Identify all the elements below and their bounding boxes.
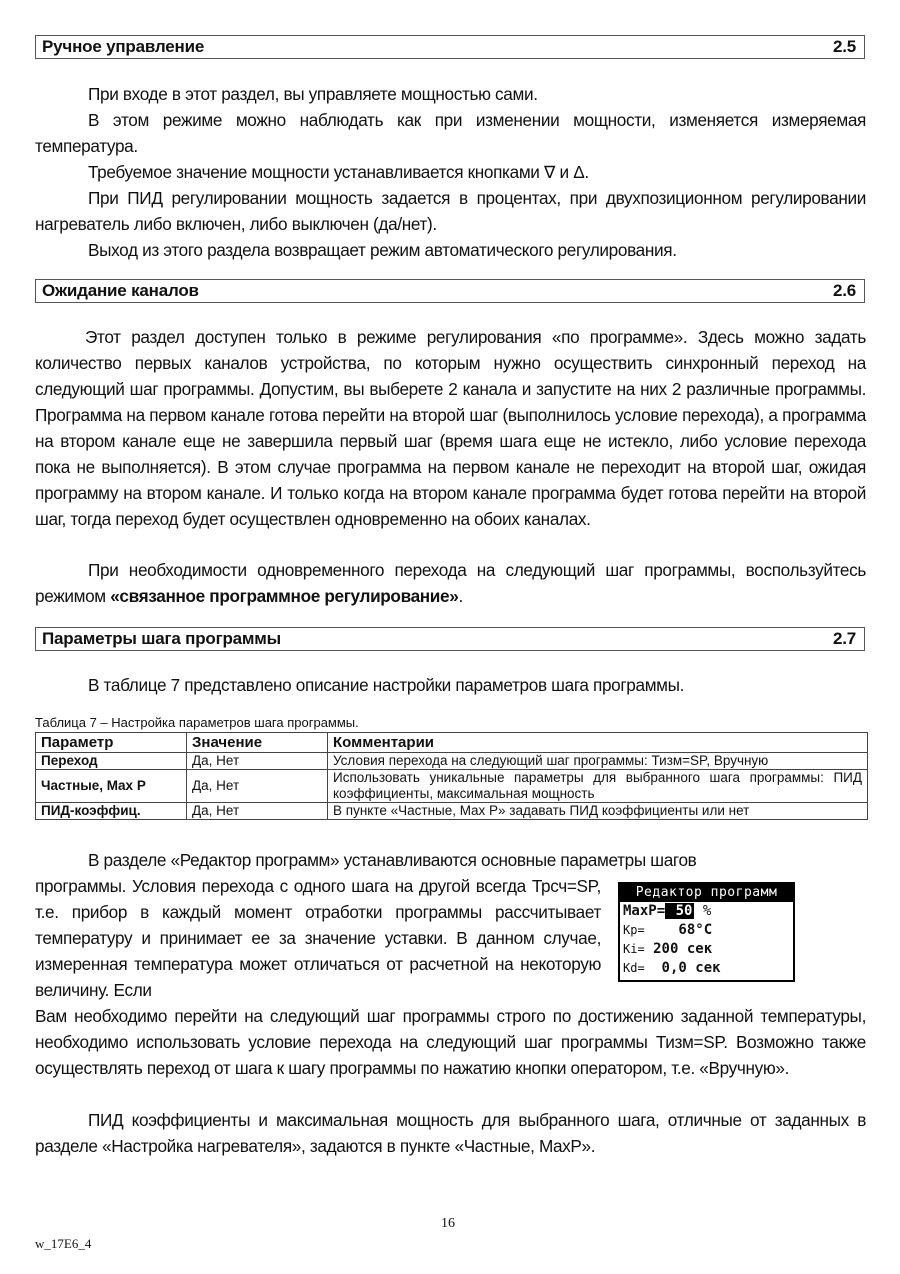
lcd-row-kp: Kp= 68°C (623, 922, 713, 938)
paragraph: Выход из этого раздела возвращает режим автоматического регулирования. (88, 240, 677, 260)
paragraph: программы. Условия перехода с одного шага на другой всегда Трсч=SP, т.е. прибор в каждый момент отработки программы рассчитывает температуру и принимает ее за значение уставки. В данном случае, измеренная температура может отличаться от расчетной на некоторую величину. Если (35, 876, 601, 1000)
section-title: Ручное управление (42, 37, 205, 56)
paragraph: При ПИД регулировании мощность задается в процентах, при двухпозиционном регулировании нагреватель либо включен, либо выключен (да/нет). (35, 188, 866, 234)
section-header-2-6 (35, 279, 865, 303)
section-number: 2.7 (832, 629, 856, 648)
lcd-program-editor-screen (618, 882, 795, 982)
page-number: 16 (441, 1216, 455, 1231)
lcd-selected-value: 50 (667, 903, 693, 919)
lcd-row-maxp: MaxP= 50 % (623, 903, 712, 919)
section-title: Параметры шага программы (42, 629, 281, 648)
table-row: Частные, Max P Да, Нет Использовать уникальные параметры для выбранного шага программы: ПИД коэффициенты, максимальная мощность (36, 770, 868, 803)
paragraph: Требуемое значение мощности устанавливается кнопками ∇ и Δ. (88, 162, 589, 182)
lcd-row-kd: Kd= 0,0 сек (623, 960, 721, 976)
paragraph: В таблице 7 представлено описание настройки параметров шага программы. (88, 675, 685, 695)
table-row: ПИД-коэффиц. Да, Нет В пункте «Частные, Max P» задавать ПИД коэффициенты или нет (36, 803, 868, 820)
table-caption: Таблица 7 – Настройка параметров шага программы. (35, 715, 359, 730)
table-row: Переход Да, Нет Условия перехода на следующий шаг программы: Тизм=SP, Вручную (36, 753, 868, 770)
section-number: 2.6 (832, 281, 856, 300)
table-header-row: Параметр Значение Комментарии (36, 733, 868, 753)
parameters-table (35, 732, 868, 820)
lcd-row-ki: Ki= 200 сек (623, 941, 713, 957)
paragraph: Этот раздел доступен только в режиме регулирования «по программе». Здесь можно задать количество первых каналов устройства, по которым нужно осуществить синхронный переход на следующий шаг программы. Допустим, вы выберете 2 канала и запустите на них 2 различные программы. Программа на первом канале готова перейти на второй шаг (выполнилось условие перехода), а программа на втором канале еще не завершила первый шаг (время шага еще не истекло, либо условие перехода пока не выполняется). В этом случае программа на первом канале не переходит на второй шаг, ожидая программу на втором канале. И только когда на втором канале программа будет готова перейти на второй шаг, тогда переход будет осуществлен одновременно на обоих каналах. (35, 327, 866, 529)
section-number: 2.5 (832, 37, 856, 56)
paragraph: При необходимости одновременного перехода на следующий шаг программы, воспользуйтесь режимом «связанное программное регулирование». (35, 560, 866, 606)
document-id: w_17E6_4 (35, 1236, 92, 1251)
lcd-title: Редактор программ (620, 884, 793, 902)
paragraph: В разделе «Редактор программ» устанавливаются основные параметры шагов (88, 850, 697, 870)
section-title: Ожидание каналов (42, 281, 199, 300)
paragraph: Вам необходимо перейти на следующий шаг программы строго по достижению заданной температуры, необходимо использовать условие перехода на следующий шаг программы Тизм=SP. Возможно также осуществлять переход от шага к шагу программы по нажатию кнопки оператором, т.е. «Вручную». (35, 1006, 866, 1078)
paragraph: При входе в этот раздел, вы управляете мощностью сами. (88, 84, 538, 104)
paragraph: ПИД коэффициенты и максимальная мощность для выбранного шага, отличные от заданных в разделе «Настройка нагревателя», задаются в пункте «Частные, MaxP». (35, 1110, 866, 1156)
section-header-2-7 (35, 627, 865, 651)
section-header-2-5 (35, 35, 865, 59)
paragraph: В этом режиме можно наблюдать как при изменении мощности, изменяется измеряемая температура. (35, 110, 866, 156)
